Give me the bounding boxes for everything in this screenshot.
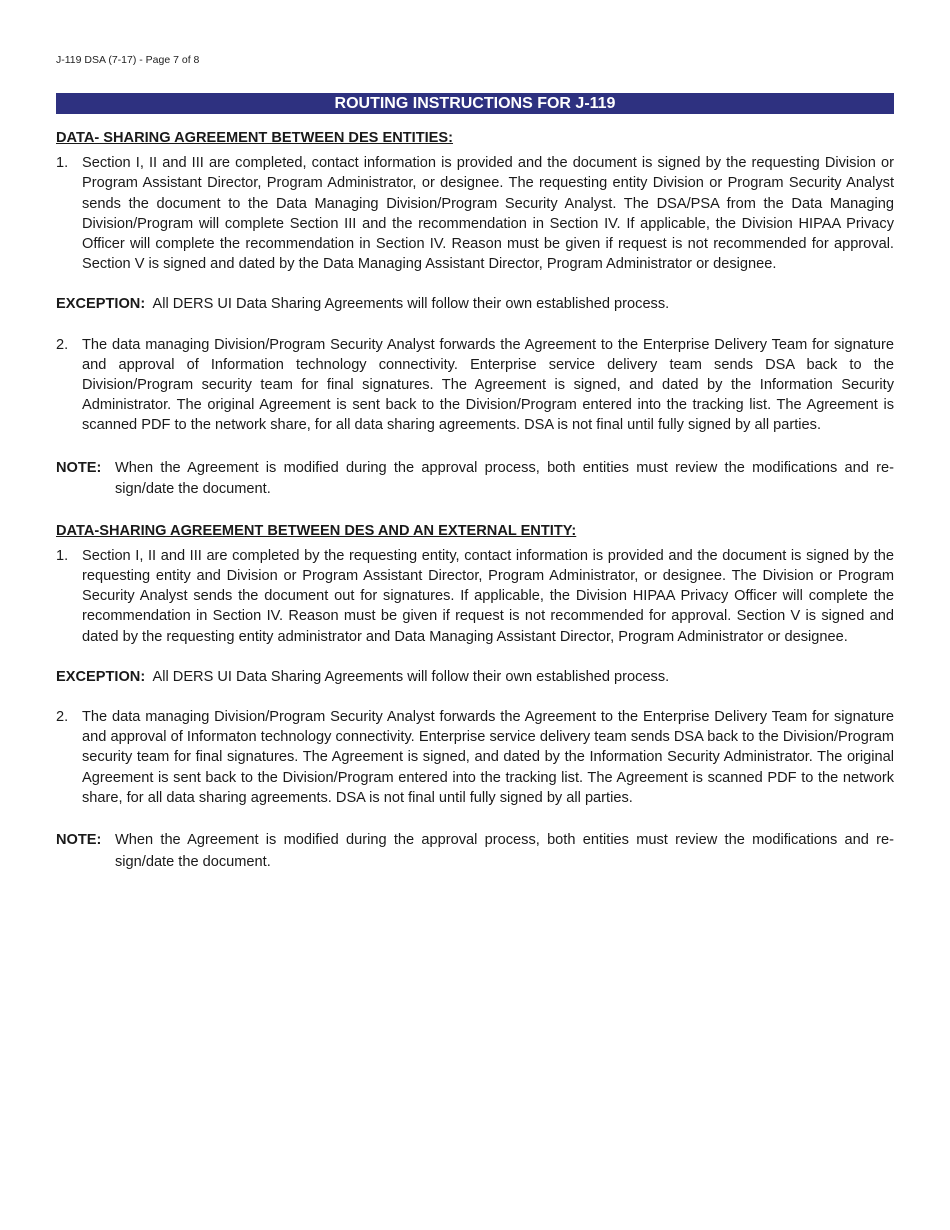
- section-des-entities: [56, 128, 894, 501]
- section-heading: DATA- SHARING AGREEMENT BETWEEN DES ENTITIES:: [56, 130, 454, 146]
- list-item-text: The data managing Division/Program Security Analyst forwards the Agreement to the Enterprise Delivery Team for signature and approval of Information technology connectivity. Enterprise service delivery team sends DSA back to the Division/Program security team for final signatures. The Agreement is signed, and dated by the Information Security Administrator. The original Agreement is sent back to the Division/Program entered into the tracking list. The Agreement is scanned PDF to the network share, for all data sharing agreements. DSA is not final until fully signed by all parties.: [82, 336, 894, 434]
- note-label: NOTE:: [56, 459, 102, 476]
- list-item-text: The data managing Division/Program Security Analyst forwards the Agreement to the Enterprise Delivery Team for signature and approval of Informaton technology connectivity. Enterprise service delivery team sends DSA back to the Division/Program security team for final signatures. The Agreement is signed, and dated by the Information Security Administrator. The original Agreement is sent back to the Division/Program entered into the tracking list. The Agreement is scanned PDF to the network share, for all data sharing agreements. DSA is not final until fully signed by all parties.: [82, 709, 894, 806]
- note-text: When the Agreement is modified during the approval process, both entities must review the modifications and re-sign/date the document.: [115, 832, 894, 870]
- list-item-number: 2.: [56, 336, 69, 353]
- exception-paragraph: [56, 294, 894, 314]
- section-external-entity: [56, 521, 894, 873]
- list-item: [56, 335, 894, 436]
- list-item-number: 2.: [56, 709, 69, 726]
- list-item: [56, 707, 894, 808]
- list-item-number: 1.: [56, 155, 69, 172]
- page-header: J-119 DSA (7-17) - Page 7 of 8: [56, 54, 200, 66]
- document-body: [56, 128, 894, 873]
- list-item-text: Section I, II and III are completed, contact information is provided and the document is signed by the requesting Division or Program Assistant Director, Program Administrator, or designee. The requesting entity Division or Program Security Analyst sends the document to the Data Managing Division/Program Security Analyst. The DSA/PSA from the Data Managing Division/Program will complete Section III and the recommendation in Section IV. If applicable, the Division HIPAA Privacy Officer will complete the recommendation in Section IV. Reason must be given if request is not recommended for approval. Section V is signed and dated by the Data Managing Assistant Director, Program Administrator or designee.: [82, 155, 894, 273]
- exception-text: All DERS UI Data Sharing Agreements will follow their own established process.: [152, 668, 670, 685]
- section-heading: DATA-SHARING AGREEMENT BETWEEN DES AND AN EXTERNAL ENTITY:: [56, 522, 577, 539]
- note-paragraph: [56, 458, 894, 501]
- page-title-banner: ROUTING INSTRUCTIONS FOR J-119: [56, 93, 894, 114]
- exception-paragraph: [56, 667, 894, 687]
- list-item: [56, 546, 894, 647]
- note-paragraph: [56, 830, 894, 873]
- note-label: NOTE:: [56, 832, 102, 849]
- note-text: When the Agreement is modified during the approval process, both entities must review the modifications and re-sign/date the document.: [115, 459, 894, 498]
- list-item-number: 1.: [56, 547, 69, 564]
- list-item: [56, 153, 894, 274]
- list-item-text: Section I, II and III are completed by the requesting entity, contact information is provided and the document is signed by the requesting entity and Division or Program Assistant Director, Program Administrator, or designee. The Division or Program Security Analyst sends the document out for signatures. If applicable, the Division HIPAA Privacy Officer will complete the recommendation in Section IV. Reason must be given if request is not recommended for approval. Section V is signed and dated by the requesting entity administrator and Data Managing Assistant Director, Program Administrator or designee.: [82, 547, 894, 645]
- exception-label: EXCEPTION:: [56, 296, 146, 313]
- exception-label: EXCEPTION:: [56, 668, 146, 685]
- exception-text: All DERS UI Data Sharing Agreements will follow their own established process.: [152, 296, 670, 313]
